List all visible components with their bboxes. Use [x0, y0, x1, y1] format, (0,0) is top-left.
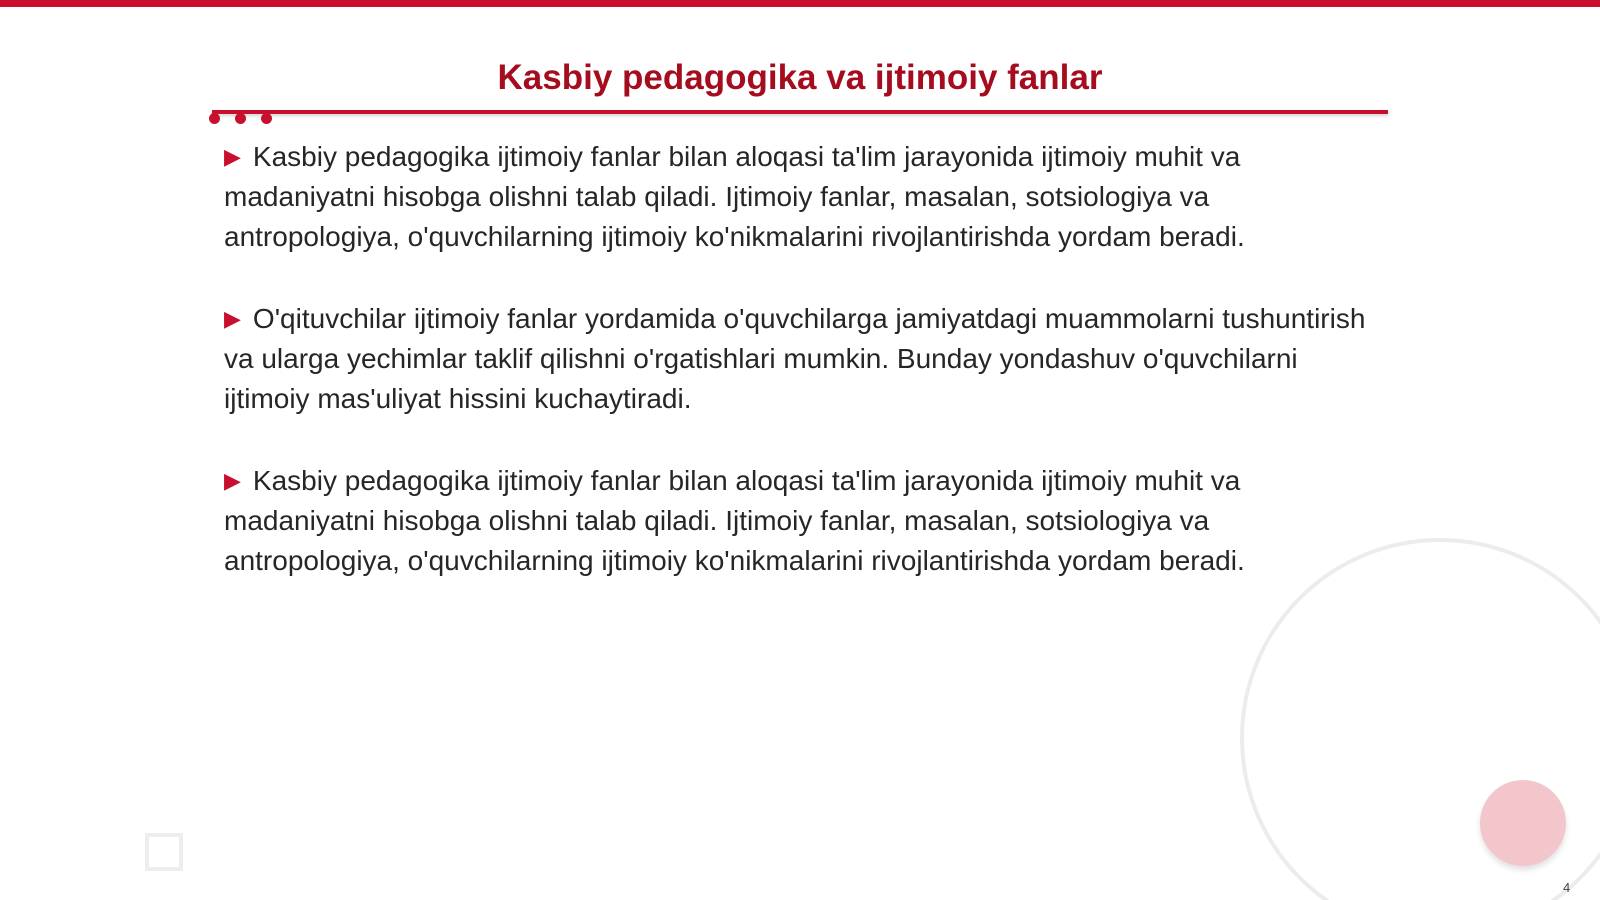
bullet-paragraph-1: [224, 137, 1384, 257]
bullet-paragraph-3: [224, 461, 1384, 581]
triangle-bullet-icon: ▶: [224, 468, 241, 493]
paragraph-text: Kasbiy pedagogika ijtimoiy fanlar bilan aloqasi ta'lim jarayonida ijtimoiy muhit va madaniyatni hisobga olishni talab qiladi. Ijtimoiy fanlar, masalan, sotsiologiya va antropologiya, o'quvchilarning ijtimoiy ko'nikmalarini rivojlantirishda yordam beradi.: [224, 465, 1245, 576]
paragraph-text: Kasbiy pedagogika ijtimoiy fanlar bilan aloqasi ta'lim jarayonida ijtimoiy muhit va madaniyatni hisobga olishni talab qiladi. Ijtimoiy fanlar, masalan, sotsiologiya va antropologiya, o'quvchilarning ijtimoiy ko'nikmalarini rivojlantirishda yordam beradi.: [224, 141, 1245, 252]
bullet-paragraph-2: [224, 299, 1384, 419]
decorative-dot: [209, 113, 220, 124]
bullet-list: [224, 137, 1384, 623]
title-underline: [212, 110, 1388, 114]
decorative-pink-circle: [1480, 780, 1566, 866]
triangle-bullet-icon: ▶: [224, 144, 241, 169]
decorative-dot: [235, 113, 246, 124]
decorative-square: [145, 833, 183, 871]
page-number: 4: [1563, 880, 1571, 895]
top-accent-bar: [0, 0, 1600, 7]
slide-title: Kasbiy pedagogika va ijtimoiy fanlar: [497, 58, 1103, 97]
decorative-dot: [261, 113, 272, 124]
paragraph-text: O'qituvchilar ijtimoiy fanlar yordamida o'quvchilarga jamiyatdagi muammolarni tushuntirish va ularga yechimlar taklif qilishni o'rgatishlari mumkin. Bunday yondashuv o'quvchilarni ijtimoiy mas'uliyat hissini kuchaytiradi.: [224, 303, 1366, 414]
triangle-bullet-icon: ▶: [224, 306, 241, 331]
